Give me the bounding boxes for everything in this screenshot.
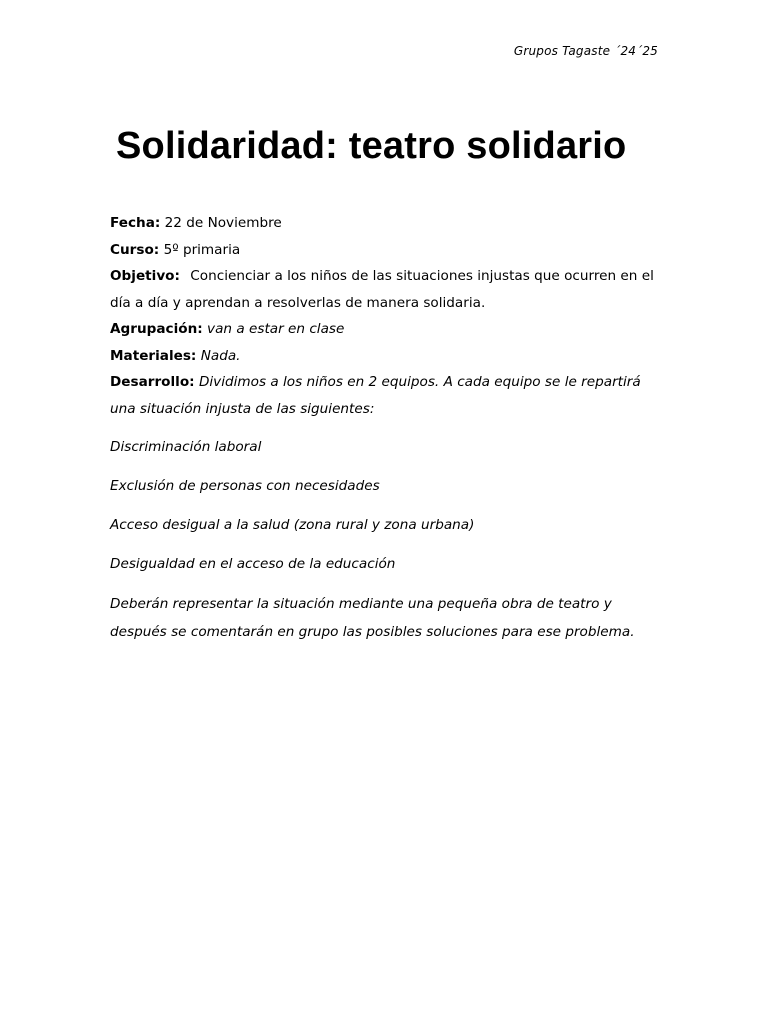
situation-item: Acceso desigual a la salud (zona rural y zona urbana) xyxy=(110,517,475,533)
closing-paragraph: Deberán representar la situación mediante una pequeña obra de teatro y después se comentarán en grupo las posibles soluciones para ese problema. xyxy=(110,596,635,640)
field-materiales-label: Materiales: xyxy=(110,347,197,364)
field-curso xyxy=(110,237,662,264)
field-materiales xyxy=(110,343,662,370)
field-agrupacion-label: Agrupación: xyxy=(110,321,203,337)
document-title: Solidaridad: teatro solidario xyxy=(116,125,627,167)
field-fecha xyxy=(110,210,662,237)
situation-item: Desigualdad en el acceso de la educación xyxy=(110,556,396,572)
field-objetivo xyxy=(110,263,662,316)
field-objetivo-label: Objetivo: xyxy=(110,268,180,284)
field-desarrollo-value: Dividimos a los niños en 2 equipos. A cada equipo se le repartirá una situación injusta de las siguientes: xyxy=(110,374,641,417)
field-desarrollo-label: Desarrollo: xyxy=(110,374,195,390)
field-fecha-label: Fecha: xyxy=(110,215,161,231)
document-body xyxy=(110,210,662,646)
field-fecha-value: 22 de Noviembre xyxy=(164,215,282,231)
field-desarrollo xyxy=(110,369,662,422)
field-materiales-value: Nada. xyxy=(200,347,241,364)
field-agrupacion xyxy=(110,316,662,343)
situation-item: Discriminación laboral xyxy=(110,439,262,455)
field-agrupacion-value: van a estar en clase xyxy=(207,321,345,337)
field-curso-label: Curso: xyxy=(110,241,160,258)
header-note: Grupos Tagaste ´24´25 xyxy=(513,44,658,58)
field-curso-value: 5º primaria xyxy=(163,241,241,258)
situation-item: Exclusión de personas con necesidades xyxy=(110,478,380,494)
field-objetivo-value: Concienciar a los niños de las situaciones injustas que ocurren en el día a día y aprendan a resolverlas de manera solidaria. xyxy=(110,268,654,311)
